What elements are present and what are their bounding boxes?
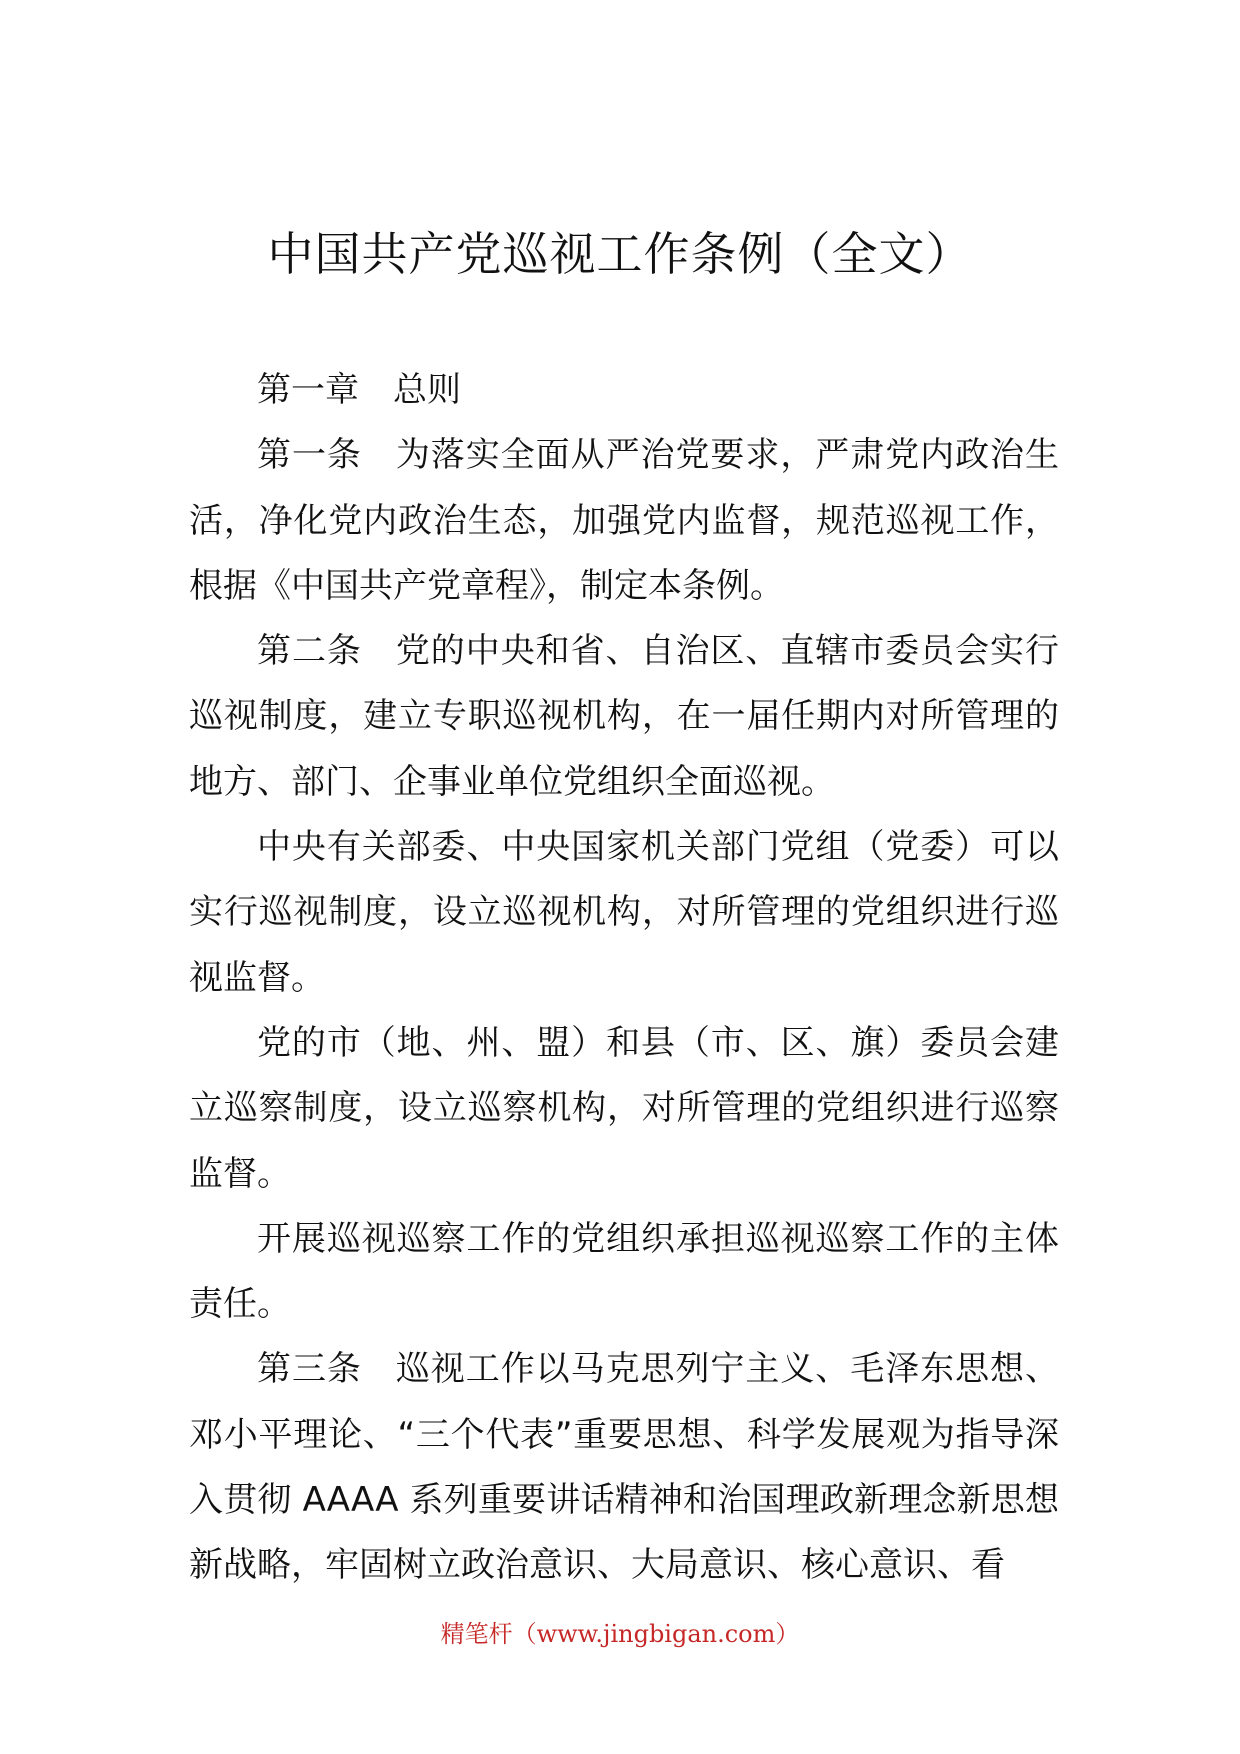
- article-label: 第一条: [257, 435, 362, 476]
- article-text: 开展巡视巡察工作的党组织承担巡视巡察工作的主体责任。: [189, 1218, 1059, 1325]
- article-paragraph: [189, 1337, 1059, 1598]
- article-paragraph: [189, 1207, 1059, 1338]
- article-text: 巡视工作以马克思列宁主义、毛泽东思想、邓小平理论、“三个代表”重要思想、科学发展观为指导深入贯彻 AAAA 系列重要讲话精神和治国理政新理念新思想新战略，牢固树立政治意识、大局意识、核心意识、看: [189, 1349, 1060, 1586]
- article-paragraph: [189, 423, 1059, 619]
- page-title: 中国共产党巡视工作条例（全文）: [267, 227, 973, 281]
- chapter-text: 总则: [393, 370, 461, 410]
- footer-watermark: 精笔杆（www.jingbigan.com）: [440, 1620, 800, 1648]
- article-text: 党的市（地、州、盟）和县（市、区、旗）委员会建立巡察制度，设立巡察机构，对所管理的党组织进行巡察监督。: [189, 1022, 1059, 1194]
- article-paragraph: [189, 619, 1059, 815]
- article-label: 第二条: [257, 631, 362, 672]
- article-text: 中央有关部委、中央国家机关部门党组（党委）可以实行巡视制度，设立巡视机构，对所管理的党组织进行巡视监督。: [189, 827, 1059, 998]
- article-paragraph: [189, 815, 1059, 1011]
- article-label: 第三条: [257, 1349, 362, 1390]
- article-text: 为落实全面从严治党要求，严肃党内政治生活，净化党内政治生态，加强党内监督，规范巡视工作，根据《中国共产党章程》，制定本条例。: [189, 435, 1060, 606]
- document-body: [189, 358, 1059, 1599]
- chapter-label: 第一章: [257, 370, 359, 410]
- article-text: 党的中央和省、自治区、直辖市委员会实行巡视制度，建立专职巡视机构，在一届任期内对所管理的地方、部门、企事业单位党组织全面巡视。: [189, 631, 1060, 802]
- article-paragraph: [189, 1011, 1059, 1207]
- chapter-heading: [189, 358, 1059, 423]
